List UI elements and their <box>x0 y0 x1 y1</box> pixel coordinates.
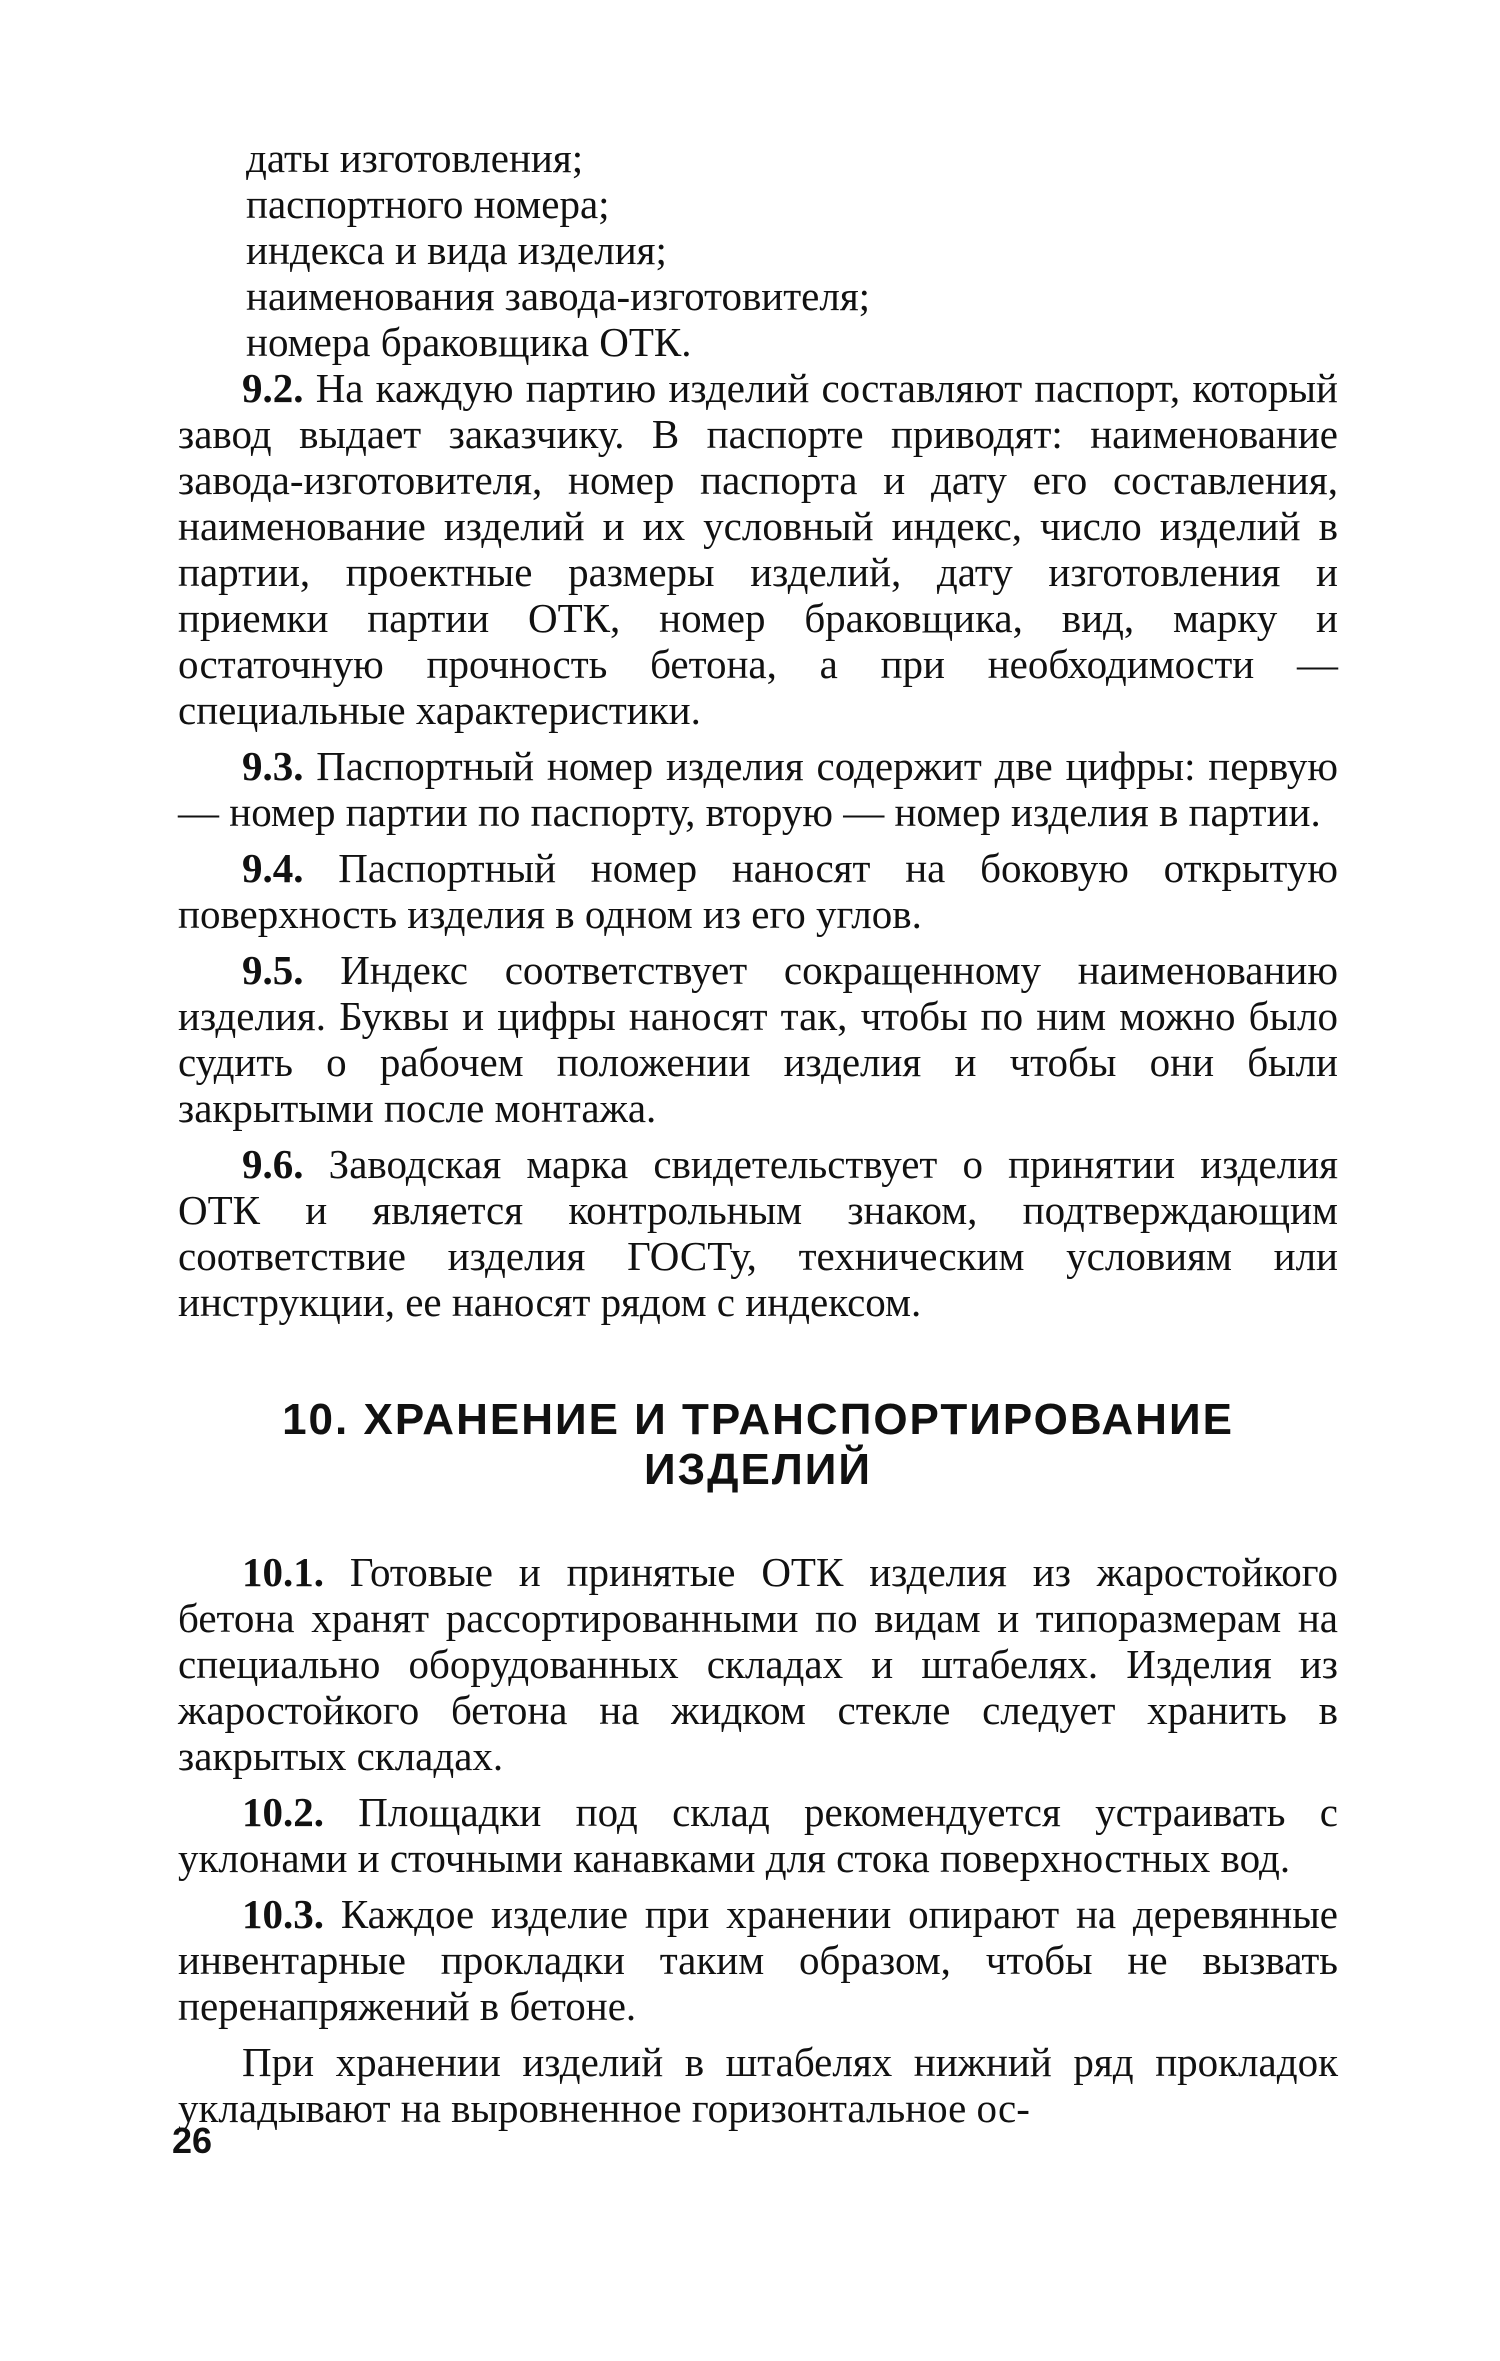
clause-number: 9.5. <box>242 947 304 993</box>
paragraph-last: При хранении изделий в штабелях нижний ряд прокладок укладывают на выровненное горизонтальное ос- <box>178 2039 1338 2131</box>
clause-number: 9.6. <box>242 1141 304 1187</box>
section-heading <box>178 1395 1338 1495</box>
clause-text: Паспортный номер изделия содержит две цифры: первую — номер партии по паспорту, вторую — номер изделия в партии. <box>178 743 1338 835</box>
clause-number: 9.3. <box>242 743 304 789</box>
clause-text: Готовые и принятые ОТК изделия из жаростойкого бетона хранят рассортированными по видам и типоразмерам на специально оборудованных складах и штабелях. Изделия из жаростойкого бетона на жидком стекле следует хранить в закрытых складах. <box>178 1549 1338 1779</box>
heading-line: 10. ХРАНЕНИЕ И ТРАНСПОРТИРОВАНИЕ <box>282 1395 1234 1444</box>
list-item: индекса и вида изделия; <box>246 227 667 273</box>
list-item: номера браковщика ОТК. <box>246 319 692 365</box>
clause-text: Паспортный номер наносят на боковую открытую поверхность изделия в одном из его углов. <box>178 845 1338 937</box>
list <box>178 135 1338 365</box>
paragraph-10-2 <box>178 1789 1338 1881</box>
list-item: даты изготовления; <box>246 135 584 181</box>
clause-text: На каждую партию изделий составляют паспорт, который завод выдает заказчику. В паспорте приводят: наименование завода-изготовителя, номер паспорта и дату его составления, наименование изделий и их условный индекс, число изделий в партии, проектные размеры изделий, дату изготовления и приемки партии ОТК, номер браковщика, вид, марку и остаточную прочность бетона, а при необходимости — специальные характеристики. <box>178 365 1338 733</box>
paragraph-10-1 <box>178 1549 1338 1779</box>
clause-text: Площадки под склад рекомендуется устраивать с уклонами и сточными канавками для стока поверхностных вод. <box>178 1789 1338 1881</box>
clause-text: Индекс соответствует сокращенному наименованию изделия. Буквы и цифры наносят так, чтобы по ним можно было судить о рабочем положении изделия и чтобы они были закрытыми после монтажа. <box>178 947 1338 1131</box>
list-item: паспортного номера; <box>246 181 610 227</box>
paragraph-9-5 <box>178 947 1338 1131</box>
paragraph-9-6 <box>178 1141 1338 1325</box>
clause-text: Заводская марка свидетельствует о принятии изделия ОТК и является контрольным знаком, подтверждающим соответствие изделия ГОСТу, техническим условиям или инструкции, ее наносят рядом с индексом. <box>178 1141 1338 1325</box>
paragraph-9-2 <box>178 365 1338 733</box>
clause-number: 10.2. <box>242 1789 324 1835</box>
clause-number: 10.1. <box>242 1549 324 1595</box>
clause-number: 10.3. <box>242 1891 324 1937</box>
page-number: 26 <box>172 2120 213 2161</box>
paragraph-9-4 <box>178 845 1338 937</box>
heading-line: ИЗДЕЛИЙ <box>643 1445 872 1494</box>
paragraph-9-3 <box>178 743 1338 835</box>
paragraph-10-3 <box>178 1891 1338 2029</box>
clause-number: 9.4. <box>242 845 304 891</box>
page-body <box>178 135 1338 2131</box>
list-item: наименования завода-изготовителя; <box>246 273 871 319</box>
clause-number: 9.2. <box>242 365 304 411</box>
clause-text: Каждое изделие при хранении опирают на деревянные инвентарные прокладки таким образом, чтобы не вызвать перенапряжений в бетоне. <box>178 1891 1338 2029</box>
